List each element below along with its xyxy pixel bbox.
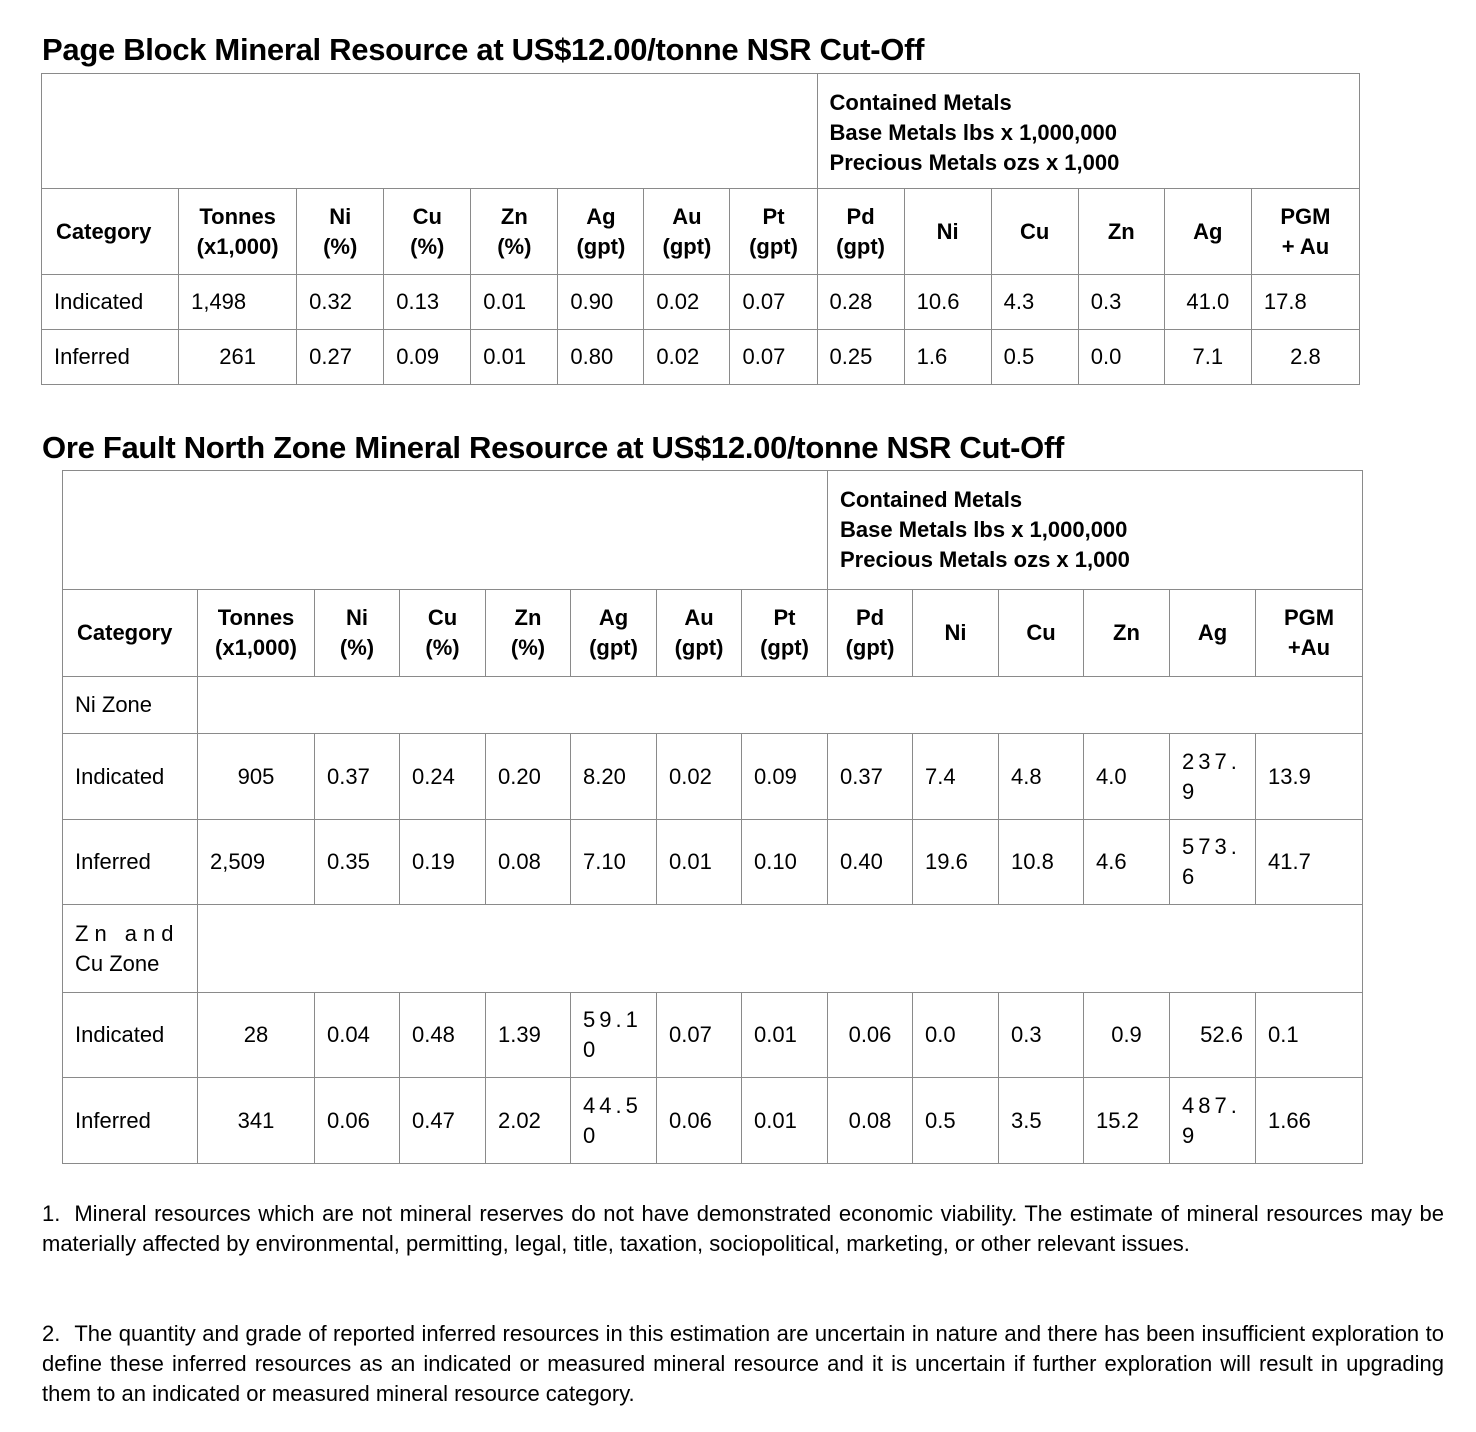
- contained-metals-header: [817, 74, 1359, 189]
- column-header-row: [42, 189, 1360, 275]
- col-header-zn: Zn (%): [471, 189, 558, 275]
- header-spacer: [42, 74, 818, 189]
- col-header-contained-pgm: PGM +Au: [1256, 590, 1363, 677]
- footnote-2: [42, 1319, 1444, 1409]
- ore-fault-north-resource-table: [62, 470, 1363, 1164]
- col-header-ni: Ni (%): [297, 189, 384, 275]
- col-header-contained-ag: Ag: [1170, 590, 1256, 677]
- table-row: Indicated 28 0.04 0.48 1.39 59.1 0 0.07 0.01 0.06 0.0 0.3 0.9 52.6 0.1: [63, 993, 1363, 1078]
- col-header-contained-ni: Ni: [904, 189, 991, 275]
- column-header-row: [63, 590, 1363, 677]
- contained-metals-header: [828, 471, 1363, 590]
- footnote-text: The quantity and grade of reported inferred resources in this estimation are uncertain in nature and there has been insufficient exploration to define these inferred resources as an indicated or measured mineral resource and it is uncertain if further exploration will result in upgrading them to an indicated or measured mineral resource category.: [42, 1321, 1444, 1406]
- col-header-ni: Ni (%): [315, 590, 400, 677]
- col-header-contained-ag: Ag: [1164, 189, 1251, 275]
- table-row: [63, 471, 1363, 590]
- col-header-pt: Pt (gpt): [742, 590, 828, 677]
- table-row: Inferred 2,509 0.35 0.19 0.08 7.10 0.01 0.10 0.40 19.6 10.8 4.6 573. 6 41.7: [63, 820, 1363, 905]
- col-header-pd: Pd (gpt): [828, 590, 913, 677]
- base-metals-units: Base Metals lbs x 1,000,000: [840, 517, 1128, 542]
- footnote-text: Mineral resources which are not mineral reserves do not have demonstrated economic viability. The estimate of mineral resources may be materially affected by environmental, permitting, legal, title, taxation, sociopolitical, marketing, or other relevant issues.: [42, 1201, 1444, 1256]
- col-header-au: Au (gpt): [644, 189, 730, 275]
- col-header-ag: Ag (gpt): [558, 189, 644, 275]
- contained-metals-label: Contained Metals: [840, 487, 1023, 512]
- col-header-cu: Cu (%): [400, 590, 486, 677]
- col-header-contained-zn: Zn: [1084, 590, 1170, 677]
- col-header-pt: Pt (gpt): [730, 189, 817, 275]
- precious-metals-units: Precious Metals ozs x 1,000: [840, 547, 1130, 572]
- page-block-title: Page Block Mineral Resource at US$12.00/tonne NSR Cut-Off: [42, 32, 925, 67]
- col-header-ag: Ag (gpt): [571, 590, 657, 677]
- precious-metals-units: Precious Metals ozs x 1,000: [829, 150, 1120, 175]
- table-row: Indicated 1,498 0.32 0.13 0.01 0.90 0.02 0.07 0.28 10.6 4.3 0.3 41.0 17.8: [42, 275, 1360, 330]
- col-header-contained-zn: Zn: [1078, 189, 1164, 275]
- col-header-tonnes: Tonnes (x1,000): [198, 590, 315, 677]
- contained-metals-label: Contained Metals: [829, 90, 1012, 115]
- table-row: Indicated 905 0.37 0.24 0.20 8.20 0.02 0.09 0.37 7.4 4.8 4.0 237. 9 13.9: [63, 734, 1363, 820]
- zone-label: Ni Zone: [63, 677, 198, 734]
- header-spacer: [63, 471, 828, 590]
- table-row: [42, 74, 1360, 189]
- col-header-category: Category: [42, 189, 179, 275]
- zone-label: Zn and Cu Zone: [63, 905, 198, 993]
- ore-fault-north-title: Ore Fault North Zone Mineral Resource at US$12.00/tonne NSR Cut-Off: [42, 430, 1065, 465]
- col-header-pd: Pd (gpt): [817, 189, 904, 275]
- col-header-contained-cu: Cu: [999, 590, 1084, 677]
- col-header-zn: Zn (%): [486, 590, 571, 677]
- footnote-number: 1.: [42, 1201, 61, 1226]
- col-header-au: Au (gpt): [657, 590, 742, 677]
- col-header-category: Category: [63, 590, 198, 677]
- base-metals-units: Base Metals lbs x 1,000,000: [829, 120, 1117, 145]
- zone-row-zn-cu: [63, 905, 1363, 993]
- table-row: Inferred 341 0.06 0.47 2.02 44.5 0 0.06 0.01 0.08 0.5 3.5 15.2 487. 9 1.66: [63, 1078, 1363, 1164]
- col-header-tonnes: Tonnes (x1,000): [179, 189, 297, 275]
- footnote-number: 2.: [42, 1321, 61, 1346]
- col-header-contained-ni: Ni: [913, 590, 999, 677]
- col-header-cu: Cu (%): [384, 189, 471, 275]
- zone-row-ni: [63, 677, 1363, 734]
- page-block-resource-table: [41, 73, 1360, 385]
- col-header-contained-cu: Cu: [991, 189, 1078, 275]
- footnote-1: [42, 1199, 1444, 1259]
- table-row: Inferred 261 0.27 0.09 0.01 0.80 0.02 0.07 0.25 1.6 0.5 0.0 7.1 2.8: [42, 330, 1360, 385]
- col-header-contained-pgm: PGM + Au: [1251, 189, 1359, 275]
